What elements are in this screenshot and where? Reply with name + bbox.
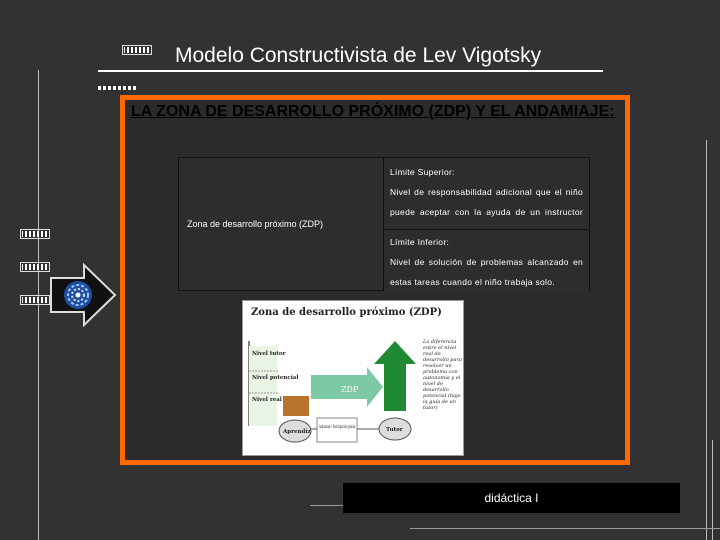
level-potencial: Nivel potencial bbox=[252, 375, 299, 381]
upper-limit-text: Nivel de responsabilidad adicional que el niño puede aceptar con la ayuda de un instructor bbox=[390, 187, 583, 217]
decor-dotted-box bbox=[20, 262, 50, 272]
decor-dotted-box bbox=[20, 295, 50, 305]
aprendiz-label: Aprendiz bbox=[283, 429, 311, 435]
tutor-label: Tutor bbox=[386, 427, 403, 433]
upper-limit-cell bbox=[384, 158, 589, 230]
title-underline bbox=[98, 70, 603, 72]
footer-label: didáctica I bbox=[343, 483, 680, 513]
diagram-title: Zona de desarrollo próximo (ZDP) bbox=[251, 307, 442, 318]
slide-title: Modelo Constructivista de Lev Vigotsky bbox=[175, 44, 542, 67]
diagram-note: La diferencia entre el nivel real de desarrollo para resolver un problema con autonomía y el nivel de desarrollo potencial (bajo la guía de un tutor) bbox=[423, 339, 462, 411]
lower-limit-title: Límite Inferior: bbox=[390, 237, 450, 247]
tutor-arrow bbox=[374, 341, 416, 411]
level-tutor: Nivel tutor bbox=[252, 351, 286, 357]
andamiaje-label bbox=[319, 423, 356, 430]
spiral-icon bbox=[64, 281, 92, 309]
decor-vertical-line bbox=[706, 140, 707, 540]
decor-horizontal-line bbox=[410, 528, 720, 529]
lower-limit-text: Nivel de solución de problemas alcanzado en estas tareas cuando el niño trabaja solo. bbox=[390, 257, 583, 287]
level-real: Nivel real bbox=[252, 397, 282, 403]
upper-limit-title: Límite Superior: bbox=[390, 167, 455, 177]
decor-dotted-box bbox=[20, 229, 50, 239]
decor-dotted-bar bbox=[98, 86, 138, 90]
zdp-table bbox=[178, 157, 590, 291]
table-cell-zdp: Zona de desarrollo próximo (ZDP) bbox=[179, 158, 384, 290]
zdp-label: ZDP bbox=[341, 385, 359, 394]
decor-dotted-box bbox=[122, 45, 152, 55]
lower-limit-cell bbox=[384, 230, 589, 292]
table-cell-limits bbox=[384, 158, 589, 290]
zdp-diagram bbox=[242, 300, 464, 456]
section-heading: LA ZONA DE DESARROLLO PRÓXIMO (ZDP) Y EL ANDAMIAJE: bbox=[131, 103, 615, 120]
arrow-right-icon bbox=[48, 262, 118, 333]
decor-vertical-line bbox=[712, 440, 713, 540]
decor-vertical-line bbox=[38, 70, 39, 540]
